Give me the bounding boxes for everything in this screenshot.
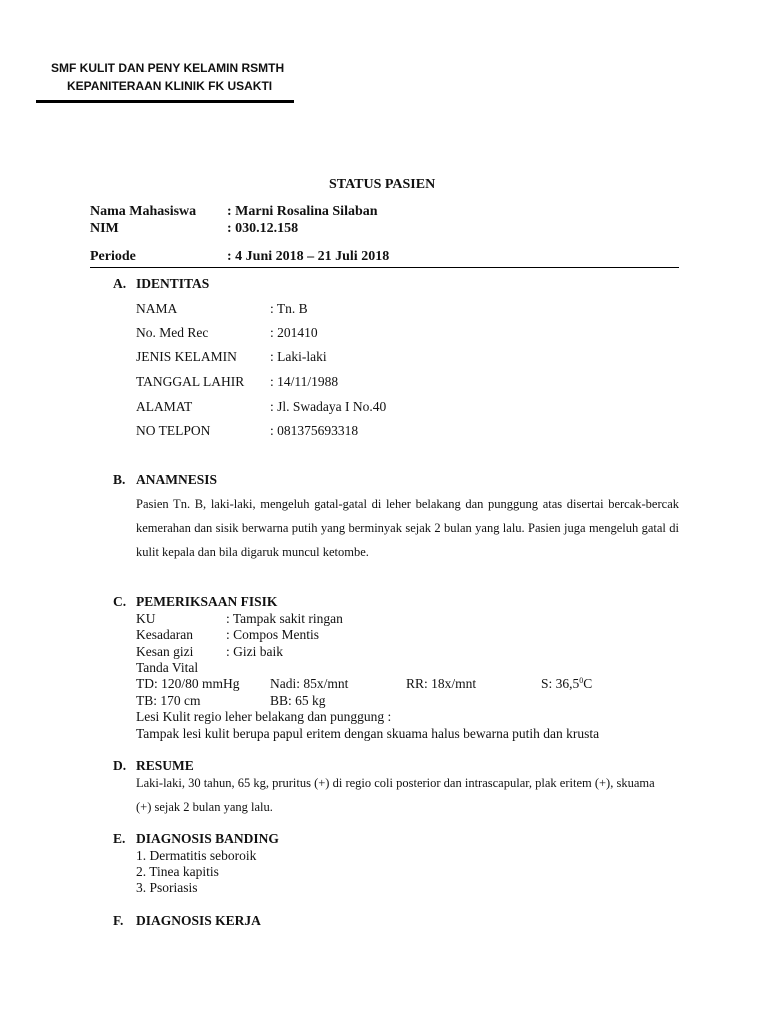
identity-value: : Jl. Swadaya I No.40 <box>270 399 387 414</box>
temperature-unit: C <box>583 676 593 691</box>
period-label: Periode <box>90 249 136 264</box>
exam-label: Kesadaran <box>136 627 193 642</box>
resume-text: Laki-laki, 30 tahun, 65 kg, pruritus (+) di regio coli posterior dan intrascapular, plak eritem (+), skuama (+) sejak 2 bulan yang lalu. <box>136 776 655 814</box>
section-a-heading: IDENTITAS <box>136 276 210 291</box>
exam-value: : Gizi baik <box>226 644 283 659</box>
degree-sign: 0 <box>579 676 584 685</box>
identity-label: TANGGAL LAHIR <box>136 374 245 389</box>
period-value: : 4 Juni 2018 – 21 Juli 2018 <box>227 249 390 264</box>
header-rule <box>36 100 294 103</box>
lesion-description: Tampak lesi kulit berupa papul eritem dengan skuama halus bewarna putih dan krusta <box>136 726 600 741</box>
exam-label: KU <box>136 611 156 626</box>
differential-item: 1. Dermatitis seboroik <box>136 848 257 863</box>
section-a-letter: A. <box>113 276 127 291</box>
identity-value: : Laki-laki <box>270 349 327 364</box>
nim-value: : 030.12.158 <box>227 221 299 236</box>
section-d-heading: RESUME <box>136 758 194 773</box>
period-rule <box>90 267 679 268</box>
identity-label: NO TELPON <box>136 423 211 438</box>
section-e-letter: E. <box>113 831 126 846</box>
identity-value: : Tn. B <box>270 301 308 316</box>
institution-line-2: KEPANITERAAN KLINIK FK USAKTI <box>67 79 273 93</box>
nim-label: NIM <box>90 221 119 236</box>
section-f-letter: F. <box>113 913 124 928</box>
exam-value: : Compos Mentis <box>226 627 320 642</box>
anamnesis-text: Pasien Tn. B, laki-laki, mengeluh gatal-gatal di leher belakang dan punggung atas disertai bercak-bercak kemerahan dan sisik berwarna putih yang berminyak sejak 2 bulan yang lalu. Pasien juga mengeluh gatal di kulit kepala dan bila digaruk muncul ketombe. <box>136 497 679 559</box>
section-c-letter: C. <box>113 594 127 609</box>
identity-value: : 081375693318 <box>270 423 359 438</box>
section-f-heading: DIAGNOSIS KERJA <box>136 913 261 928</box>
page-title: STATUS PASIEN <box>329 177 436 192</box>
identity-label: NAMA <box>136 301 178 316</box>
section-b-heading: ANAMNESIS <box>136 472 218 487</box>
differential-item: 2. Tinea kapitis <box>136 864 219 879</box>
respiratory-rate: RR: 18x/mnt <box>406 676 477 691</box>
institution-line-1: SMF KULIT DAN PENY KELAMIN RSMTH <box>51 61 285 75</box>
exam-label: Kesan gizi <box>136 644 194 659</box>
identity-value: : 14/11/1988 <box>270 374 339 389</box>
pulse: Nadi: 85x/mnt <box>270 676 349 691</box>
identity-label: JENIS KELAMIN <box>136 349 237 364</box>
vital-signs-label: Tanda Vital <box>136 660 199 675</box>
blood-pressure: TD: 120/80 mmHg <box>136 676 240 691</box>
identity-label: No. Med Rec <box>136 325 209 340</box>
weight: BB: 65 kg <box>270 693 326 708</box>
height: TB: 170 cm <box>136 693 201 708</box>
identity-value: : 201410 <box>270 325 318 340</box>
identity-label: ALAMAT <box>136 399 193 414</box>
temperature-value: S: 36,5 <box>541 676 580 691</box>
section-c-heading: PEMERIKSAAN FISIK <box>136 594 278 609</box>
section-d-letter: D. <box>113 758 127 773</box>
differential-item: 3. Psoriasis <box>136 880 198 895</box>
lesion-location: Lesi Kulit regio leher belakang dan punggung : <box>136 709 392 724</box>
temperature <box>541 676 592 692</box>
exam-value: : Tampak sakit ringan <box>226 611 343 626</box>
student-name-value: : Marni Rosalina Silaban <box>227 204 378 219</box>
student-name-label: Nama Mahasiswa <box>90 204 197 219</box>
section-e-heading: DIAGNOSIS BANDING <box>136 831 279 846</box>
section-b-letter: B. <box>113 472 126 487</box>
